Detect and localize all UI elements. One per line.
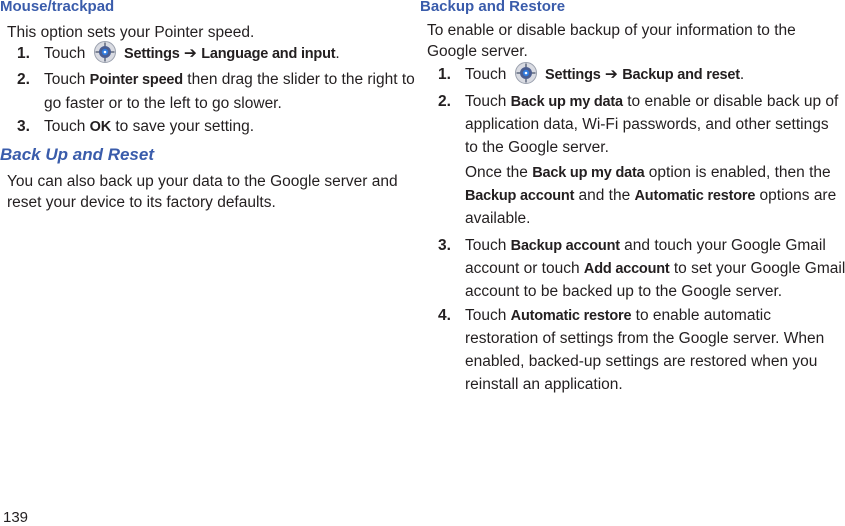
right-step-1 — [438, 63, 798, 87]
step-number: 3. — [17, 118, 30, 135]
step-text-cont: restoration of settings from the Google server. When — [465, 330, 825, 347]
step-text-cont: account to be backed up to the Google server. — [465, 283, 783, 300]
once-text-line-2: Backup account and the Automatic restore options are — [465, 187, 837, 204]
step-text-cont: account or touch Add account to set your Google Gmail — [465, 260, 845, 277]
left-step-3 — [17, 115, 387, 139]
step-text: Touch Backup account and touch your Google Gmail — [465, 237, 826, 254]
step-number: 3. — [438, 237, 451, 254]
right-step-3 — [438, 234, 845, 306]
page-number: 139 — [3, 509, 29, 526]
step-text: Touch Automatic restore to enable automatic — [465, 307, 771, 324]
once-text-line-3: available. — [465, 210, 531, 227]
step-text-cont: application data, Wi-Fi passwords, and other settings — [465, 116, 829, 133]
step-number: 4. — [438, 307, 451, 324]
step-text: Touch OK to save your setting. — [44, 118, 255, 135]
right-step-2 — [438, 90, 839, 230]
backup-intro-line-2: Google server. — [427, 43, 528, 60]
step-text-cont: enabled, backed-up settings are restored when you — [465, 353, 818, 370]
mouse-intro: This option sets your Pointer speed. — [7, 24, 255, 41]
once-text-line-1: Once the Back up my data option is enabled, then the — [465, 164, 831, 181]
step-text: Touch Settings ➔ Backup and reset. — [465, 63, 744, 87]
back-up-reset-heading: Back Up and Reset — [0, 145, 154, 164]
mouse-trackpad-heading: Mouse/trackpad — [0, 0, 115, 15]
step-text: Touch Back up my data to enable or disable back up of — [465, 93, 839, 110]
step-text: Touch Settings ➔ Language and input. — [44, 42, 340, 66]
step-text-cont: reinstall an application. — [465, 376, 623, 393]
step-number: 2. — [17, 71, 30, 88]
backup-intro-line-1: To enable or disable backup of your information to the — [427, 22, 796, 39]
step-text-cont: to the Google server. — [465, 139, 609, 156]
step-text: Touch Pointer speed then drag the slider to the right to — [44, 71, 415, 88]
left-step-2 — [17, 68, 415, 116]
settings-gear-icon — [93, 40, 117, 64]
right-step-4 — [438, 304, 825, 400]
step-number: 2. — [438, 93, 451, 110]
settings-gear-icon — [514, 61, 538, 85]
section-text-line-2: reset your device to its factory defaults. — [7, 194, 276, 211]
step-text-cont: go faster or to the left to go slower. — [44, 95, 282, 112]
section-text-line-1: You can also back up your data to the Google server and — [7, 173, 398, 190]
step-number: 1. — [438, 66, 451, 83]
step-number: 1. — [17, 45, 30, 62]
left-step-1 — [17, 42, 387, 66]
backup-restore-heading: Backup and Restore — [420, 0, 566, 15]
